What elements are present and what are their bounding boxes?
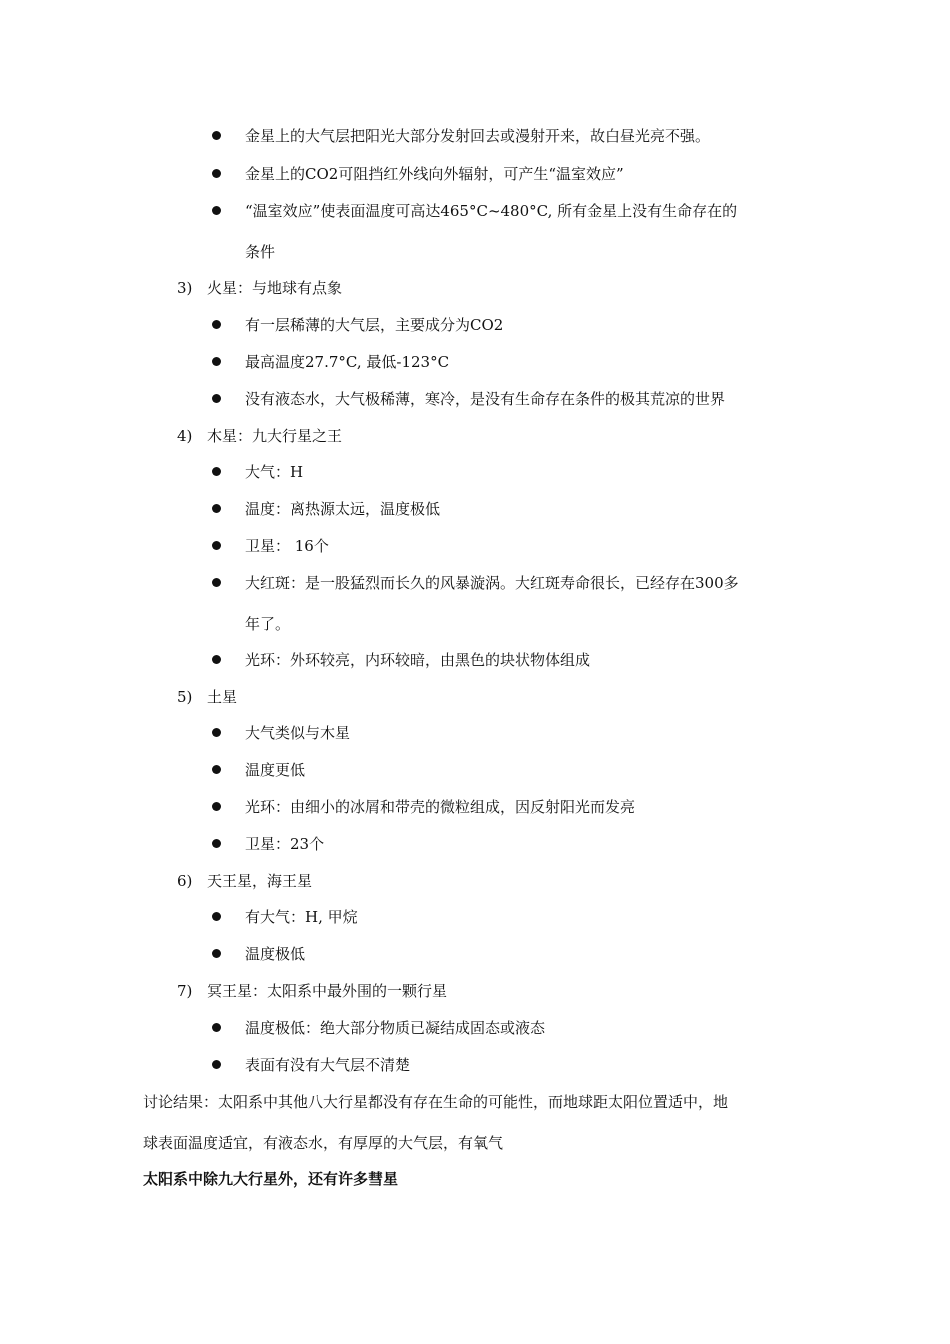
- mars-bullet-3: 没有液态水，大气极稀薄，寒冷，是没有生命存在条件的极其荒凉的世界: [245, 390, 726, 408]
- bullet-icon: [212, 169, 221, 178]
- venus-bullet-3: “温室效应”使表面温度可高达465°C~480°C, 所有金星上没有生命存在的: [245, 202, 738, 220]
- saturn-bullet-2: 温度更低: [245, 761, 306, 779]
- section-title: 天王星，海王星: [207, 872, 313, 890]
- saturn-bullet-3: 光环：由细小的冰屑和带壳的微粒组成，因反射阳光而发亮: [245, 798, 636, 816]
- conclusion-paragraph-line-1: 讨论结果：太阳系中其他八大行星都没有存在生命的可能性，而地球距太阳位置适中，地: [143, 1093, 729, 1111]
- jupiter-bullet-3: 卫星： 16个: [245, 537, 329, 555]
- section-title: 火星：与地球有点象: [207, 279, 343, 297]
- jupiter-bullet-4: 大红斑：是一股猛烈而长久的风暴漩涡。大红斑寿命很长，已经存在300多: [245, 574, 739, 592]
- bullet-icon: [212, 467, 221, 476]
- jupiter-bullet-5: 光环：外环较亮，内环较暗，由黑色的块状物体组成: [245, 651, 591, 669]
- uranus-neptune-bullet-1: 有大气：H, 甲烷: [245, 908, 358, 926]
- section-title: 土星: [207, 688, 238, 706]
- section-number: 6): [177, 872, 193, 890]
- bullet-icon: [212, 578, 221, 587]
- pluto-bullet-1: 温度极低：绝大部分物质已凝结成固态或液态: [245, 1019, 546, 1037]
- bullet-icon: [212, 206, 221, 215]
- section-number: 5): [177, 688, 193, 706]
- venus-bullet-1: 金星上的大气层把阳光大部分发射回去或漫射开来，故白昼光亮不强。: [245, 127, 711, 145]
- bullet-icon: [212, 1060, 221, 1069]
- uranus-neptune-bullet-2: 温度极低: [245, 945, 306, 963]
- bullet-icon: [212, 655, 221, 664]
- bullet-icon: [212, 357, 221, 366]
- section-heading-jupiter: [177, 426, 342, 446]
- venus-bullet-3-continuation: 条件: [245, 243, 276, 261]
- saturn-bullet-4: 卫星：23个: [245, 835, 325, 853]
- section-number: 7): [177, 982, 193, 1000]
- jupiter-bullet-2: 温度：离热源太远，温度极低: [245, 500, 441, 518]
- section-heading-saturn: [177, 687, 237, 707]
- venus-bullet-2: 金星上的CO2可阻挡红外线向外辐射，可产生“温室效应”: [245, 165, 624, 183]
- bullet-icon: [212, 802, 221, 811]
- mars-bullet-2: 最高温度27.7°C, 最低-123°C: [245, 353, 450, 371]
- jupiter-bullet-1: 大气：H: [245, 463, 304, 481]
- section-number: 4): [177, 427, 193, 445]
- section-heading-uranus-neptune: [177, 871, 312, 891]
- conclusion-paragraph-line-2: 球表面温度适宜，有液态水，有厚厚的大气层，有氧气: [143, 1134, 504, 1152]
- section-heading-mars: [177, 278, 342, 298]
- section-heading-pluto: [177, 981, 447, 1001]
- bullet-icon: [212, 728, 221, 737]
- bullet-icon: [212, 839, 221, 848]
- bullet-icon: [212, 912, 221, 921]
- bullet-icon: [212, 320, 221, 329]
- section-title: 木星：九大行星之王: [207, 427, 343, 445]
- jupiter-bullet-4-continuation: 年了。: [245, 615, 291, 633]
- final-heading: 太阳系中除九大行星外，还有许多彗星: [143, 1170, 399, 1188]
- pluto-bullet-2: 表面有没有大气层不清楚: [245, 1056, 411, 1074]
- bullet-icon: [212, 504, 221, 513]
- bullet-icon: [212, 949, 221, 958]
- section-title: 冥王星：太阳系中最外围的一颗行星: [207, 982, 448, 1000]
- bullet-icon: [212, 394, 221, 403]
- section-number: 3): [177, 279, 193, 297]
- bullet-icon: [212, 131, 221, 140]
- bullet-icon: [212, 765, 221, 774]
- mars-bullet-1: 有一层稀薄的大气层，主要成分为CO2: [245, 316, 504, 334]
- bullet-icon: [212, 541, 221, 550]
- bullet-icon: [212, 1023, 221, 1032]
- saturn-bullet-1: 大气类似与木星: [245, 724, 351, 742]
